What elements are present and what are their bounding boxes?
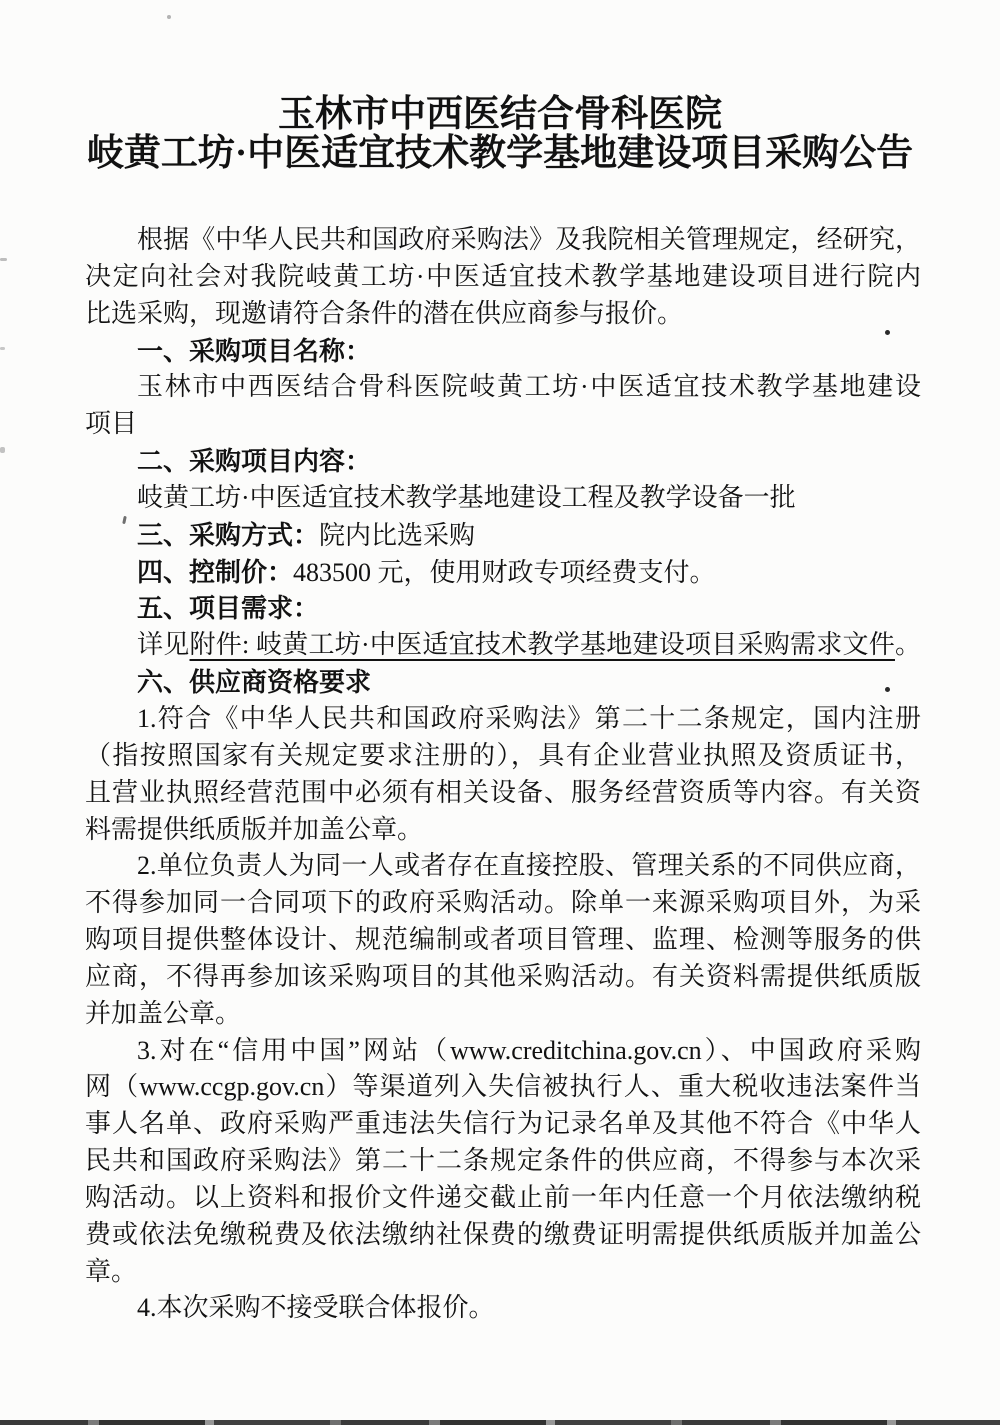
doc-line — [85, 996, 921, 1033]
doc-text: 4.本次采购不接受联合体报价。 — [137, 1293, 495, 1323]
doc-text: 岐黄工坊·中医适宜技术教学基地建设工程及教学设备一批 — [137, 482, 796, 512]
scan-speck — [0, 447, 5, 453]
doc-body — [85, 222, 921, 1327]
doc-text: 玉林市中西医结合骨科医院岐黄工坊·中医适宜技术教学基地建设 — [137, 372, 921, 402]
doc-line — [85, 1143, 921, 1180]
doc-line — [85, 664, 921, 701]
doc-text: 网（www.ccgp.gov.cn）等渠道列入失信被执行人、重大税收违法案件当 — [85, 1072, 921, 1102]
doc-line — [85, 222, 921, 259]
section-heading-text: 六、供应商资格要求 — [137, 667, 372, 698]
scan-speck — [0, 258, 7, 261]
doc-line — [85, 812, 921, 849]
doc-line — [85, 517, 921, 554]
doc-text: （指按照国家有关规定要求注册的），具有企业营业执照及资质证书， — [85, 740, 921, 770]
section-heading-text: 五、项目需求： — [137, 593, 320, 624]
doc-text: 2.单位负责人为同一人或者存在直接控股、管理关系的不同供应商， — [137, 851, 921, 881]
doc-text: 项目 — [85, 409, 138, 439]
document-title — [0, 95, 1000, 173]
doc-line — [85, 443, 921, 480]
attachment-reference-text: 附件: 岐黄工坊·中医适宜技术教学基地建设项目采购需求文件 — [189, 630, 895, 660]
doc-text: 应商，不得再参加该采购项目的其他采购活动。有关资料需提供纸质版 — [85, 961, 921, 991]
doc-line — [85, 1290, 921, 1327]
doc-text: 不得参加同一合同项下的政府采购活动。除单一来源采购项目外，为采 — [85, 888, 921, 918]
scan-speck — [885, 687, 890, 692]
doc-line — [85, 1106, 921, 1143]
doc-line — [85, 1069, 921, 1106]
doc-line — [85, 701, 921, 738]
doc-line — [85, 480, 921, 517]
doc-line — [85, 959, 921, 996]
doc-text: 详见 — [137, 630, 190, 660]
scan-speck — [0, 347, 5, 350]
doc-line — [85, 296, 921, 333]
doc-line — [85, 922, 921, 959]
section-heading-text: 四、控制价： — [137, 556, 294, 587]
doc-text: 并加盖公章。 — [85, 998, 242, 1028]
doc-text: 决定向社会对我院岐黄工坊·中医适宜技术教学基地建设项目进行院内 — [85, 261, 921, 291]
doc-line — [85, 1217, 921, 1254]
section-heading-text: 三、采购方式： — [137, 519, 320, 550]
doc-line — [85, 259, 921, 296]
scan-speck — [167, 15, 171, 19]
doc-text: 购活动。以上资料和报价文件递交截止前一年内任意一个月依法缴纳税 — [85, 1182, 921, 1212]
doc-line — [85, 590, 921, 627]
doc-text: 料需提供纸质版并加盖公章。 — [85, 814, 424, 844]
doc-line — [85, 369, 921, 406]
doc-line — [85, 1254, 921, 1291]
doc-text: 事人名单、政府采购严重违法失信行为记录名单及其他不符合《中华人 — [85, 1109, 921, 1139]
doc-text: 比选采购，现邀请符合条件的潜在供应商参与报价。 — [85, 298, 684, 328]
doc-line — [85, 627, 921, 664]
doc-text: 且营业执照经营范围中必须有相关设备、服务经营资质等内容。有关资 — [85, 777, 921, 807]
document-title-line-1: 玉林市中西医结合骨科医院 — [278, 94, 722, 135]
doc-text: 483500 元，使用财政专项经费支付。 — [293, 557, 716, 587]
doc-line — [85, 554, 921, 591]
doc-text: 费或依法免缴税费及依法缴纳社保费的缴费证明需提供纸质版并加盖公 — [85, 1219, 921, 1249]
doc-line — [85, 848, 921, 885]
doc-text: 民共和国政府采购法》第二十二条规定条件的供应商，不得参与本次采 — [85, 1146, 921, 1176]
doc-line — [85, 1033, 921, 1070]
doc-text: 。 — [894, 630, 921, 660]
doc-text: 根据《中华人民共和国政府采购法》及我院相关管理规定，经研究， — [137, 225, 921, 254]
doc-text: 章。 — [85, 1256, 138, 1286]
section-heading-text: 一、采购项目名称： — [137, 335, 372, 366]
doc-line — [85, 775, 921, 812]
doc-text: 院内比选采购 — [319, 520, 476, 550]
section-heading-text: 二、采购项目内容： — [137, 446, 372, 477]
document-title-line-2: 岐黄工坊·中医适宜技术教学基地建设项目采购公告 — [86, 133, 914, 174]
doc-line — [85, 1180, 921, 1217]
scan-speck — [885, 330, 890, 335]
scan-edge-shadow — [0, 1420, 1000, 1425]
doc-line — [85, 333, 921, 370]
doc-text: 3.对在“信用中国”网站（www.creditchina.gov.cn）、中国政府采购 — [137, 1035, 921, 1065]
doc-line — [85, 885, 921, 922]
doc-text: 购项目提供整体设计、规范编制或者项目管理、监理、检测等服务的供 — [85, 925, 921, 955]
doc-line — [85, 406, 921, 443]
doc-line — [85, 738, 921, 775]
doc-text: 1.符合《中华人民共和国政府采购法》第二十二条规定，国内注册 — [137, 703, 921, 733]
